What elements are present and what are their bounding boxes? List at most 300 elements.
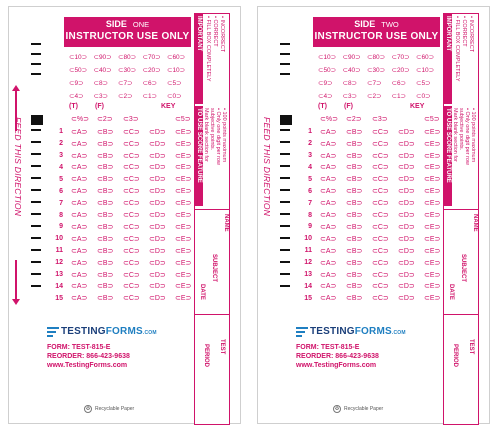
answer-bubble[interactable]: ⊂C⊃	[372, 259, 389, 267]
question-number: 8	[59, 211, 63, 219]
answer-bubble[interactable]: ⊂D⊃	[398, 259, 415, 267]
question-number: 14	[55, 282, 63, 290]
answer-bubble[interactable]: ⊂B⊃	[346, 247, 363, 255]
answer-bubble[interactable]: ⊂A⊃	[71, 235, 88, 243]
question-number: 9	[59, 223, 63, 231]
answer-bubble[interactable]: ⊂B⊃	[97, 271, 114, 279]
arrow-down-icon	[12, 299, 20, 305]
score-bubble[interactable]: ⊂2⊃	[118, 92, 133, 100]
answer-bubble[interactable]: ⊂B⊃	[97, 164, 114, 172]
answer-bubble[interactable]: ⊂C⊃	[372, 247, 389, 255]
answer-bubble[interactable]: ⊂B⊃	[97, 247, 114, 255]
answer-bubble[interactable]: ⊂C⊃	[372, 235, 389, 243]
timing-mark	[280, 73, 290, 75]
answer-bubble[interactable]: ⊂C⊃	[123, 223, 140, 231]
answer-bubble[interactable]: ⊂D⊃	[149, 259, 166, 267]
website-link[interactable]: www.TestingForms.com	[296, 362, 377, 369]
answer-bubble[interactable]: ⊂A⊃	[71, 212, 88, 220]
answer-bubble[interactable]: ⊂D⊃	[149, 164, 166, 172]
answer-bubble[interactable]: ⊂E⊃	[175, 247, 192, 255]
question-row	[298, 197, 450, 209]
score-bubble[interactable]: ⊂70⊃	[391, 53, 410, 61]
score-bubble[interactable]: ⊂0⊃	[167, 92, 182, 100]
answer-bubble[interactable]: ⊂C⊃	[372, 223, 389, 231]
answer-bubble[interactable]: ⊂B⊃	[346, 212, 363, 220]
answer-bubble[interactable]: ⊂B⊃	[346, 164, 363, 172]
question-number: 13	[55, 271, 63, 279]
answer-bubble[interactable]: ⊂E⊃	[175, 164, 192, 172]
answer-bubble[interactable]: ⊂A⊃	[320, 152, 337, 160]
answer-bubble[interactable]: ⊂B⊃	[346, 259, 363, 267]
question-number: 11	[55, 247, 63, 255]
score-bubble[interactable]: ⊂60⊃	[167, 53, 186, 61]
timing-mark	[31, 115, 43, 125]
answer-bubble[interactable]: ⊂D⊃	[149, 247, 166, 255]
answer-bubble[interactable]: ⊂A⊃	[320, 140, 337, 148]
answer-bubble[interactable]: ⊂E⊃	[175, 283, 192, 291]
answer-bubble[interactable]: ⊂C⊃	[372, 212, 389, 220]
answer-bubble[interactable]: ⊂B⊃	[346, 283, 363, 291]
score-bubble[interactable]: ⊂3⊃	[93, 92, 109, 100]
score-bubble[interactable]: ⊂7⊃	[367, 79, 382, 87]
answer-bubble[interactable]: ⊂E⊃	[175, 200, 192, 208]
question-number: 7	[59, 199, 63, 207]
question-row	[298, 221, 450, 233]
answer-bubble[interactable]: ⊂E⊃	[424, 128, 441, 136]
score-bubble[interactable]: ⊂5⊃	[416, 79, 431, 87]
answer-bubble[interactable]: ⊂E⊃	[424, 164, 441, 172]
question-row	[298, 138, 450, 150]
question-row	[298, 257, 450, 269]
timing-mark	[31, 53, 41, 55]
score-bubble[interactable]: ⊂8⊃	[342, 79, 358, 87]
key-bubble[interactable]: ⊂5⊃	[424, 115, 440, 123]
answer-bubble[interactable]: ⊂D⊃	[398, 271, 415, 279]
answer-bubble[interactable]: ⊂E⊃	[424, 259, 441, 267]
answer-bubble[interactable]: ⊂E⊃	[424, 283, 441, 291]
score-bubble[interactable]: ⊂4⊃	[69, 92, 84, 100]
feed-direction-text: FEED THIS DIRECTION	[13, 117, 23, 217]
answer-bubble[interactable]: ⊂D⊃	[149, 176, 166, 184]
answer-bubble[interactable]: ⊂E⊃	[424, 200, 441, 208]
answer-bubble[interactable]: ⊂A⊃	[71, 188, 88, 196]
period-field-label[interactable]: PERIOD	[203, 344, 209, 368]
key-bubble[interactable]: ⊂2⊃	[346, 115, 362, 123]
answer-bubble[interactable]: ⊂C⊃	[123, 271, 140, 279]
test-field-label[interactable]: TEST	[468, 339, 474, 355]
answer-bubble[interactable]: ⊂D⊃	[398, 200, 415, 208]
answer-bubble[interactable]: ⊂D⊃	[149, 152, 166, 160]
key-bubble[interactable]: ⊂%⊃	[71, 115, 89, 123]
score-bubble[interactable]: ⊂20⊃	[391, 66, 410, 74]
score-bubble[interactable]: ⊂7⊃	[118, 79, 133, 87]
answer-bubble[interactable]: ⊂A⊃	[71, 152, 88, 160]
answer-bubble[interactable]: ⊂C⊃	[372, 128, 389, 136]
score-bubble[interactable]: ⊂10⊃	[416, 66, 435, 74]
answer-bubble[interactable]: ⊂D⊃	[398, 176, 415, 184]
timing-mark	[280, 201, 290, 203]
question-number: 4	[59, 163, 63, 171]
question-row	[298, 150, 450, 162]
answer-bubble[interactable]: ⊂B⊃	[346, 128, 363, 136]
score-bubble[interactable]: ⊂3⊃	[342, 92, 358, 100]
answer-bubble[interactable]: ⊂E⊃	[424, 247, 441, 255]
key-bubble[interactable]: ⊂5⊃	[175, 115, 191, 123]
answer-bubble[interactable]: ⊂B⊃	[346, 295, 363, 303]
answer-bubble[interactable]: ⊂E⊃	[175, 295, 192, 303]
question-number: 15	[55, 294, 63, 302]
form-number: FORM: TEST-815-E	[296, 344, 360, 351]
important-line: • CORRECT	[461, 16, 467, 47]
question-number: 3	[59, 152, 63, 160]
answer-bubble[interactable]: ⊂E⊃	[424, 235, 441, 243]
answer-bubble[interactable]: ⊂E⊃	[175, 212, 192, 220]
answer-bubble[interactable]: ⊂B⊃	[97, 128, 114, 136]
answer-bubble[interactable]: ⊂D⊃	[398, 164, 415, 172]
score-bubble[interactable]: ⊂40⊃	[93, 66, 112, 74]
timing-mark	[31, 73, 41, 75]
answer-bubble[interactable]: ⊂D⊃	[398, 235, 415, 243]
answer-bubble[interactable]: ⊂A⊃	[71, 200, 88, 208]
question-number: 1	[308, 128, 312, 136]
question-row	[298, 293, 450, 305]
timing-mark	[31, 63, 41, 65]
answer-bubble[interactable]: ⊂D⊃	[149, 200, 166, 208]
answer-bubble[interactable]: ⊂D⊃	[149, 212, 166, 220]
answer-bubble[interactable]: ⊂E⊃	[175, 271, 192, 279]
score-bubble[interactable]: ⊂9⊃	[69, 79, 84, 87]
score-bubble[interactable]: ⊂40⊃	[342, 66, 361, 74]
answer-bubble[interactable]: ⊂D⊃	[149, 128, 166, 136]
timing-mark	[280, 237, 290, 239]
score-bubble[interactable]: ⊂6⊃	[391, 79, 407, 87]
logo-icon	[296, 327, 308, 337]
question-row	[49, 281, 201, 293]
answer-bubble[interactable]: ⊂B⊃	[346, 271, 363, 279]
timing-mark	[280, 249, 290, 251]
answer-bubble[interactable]: ⊂D⊃	[149, 271, 166, 279]
answer-bubble[interactable]: ⊂C⊃	[123, 176, 140, 184]
timing-mark	[280, 213, 290, 215]
answer-bubble[interactable]: ⊂E⊃	[175, 152, 192, 160]
answer-bubble[interactable]: ⊂C⊃	[123, 259, 140, 267]
answer-bubble[interactable]: ⊂B⊃	[346, 140, 363, 148]
question-number: 8	[308, 211, 312, 219]
timing-mark	[280, 273, 290, 275]
answer-bubble[interactable]: ⊂A⊃	[320, 259, 337, 267]
answer-bubble[interactable]: ⊂B⊃	[97, 223, 114, 231]
answer-bubble[interactable]: ⊂A⊃	[320, 283, 337, 291]
answer-bubble[interactable]: ⊂C⊃	[372, 271, 389, 279]
answer-bubble[interactable]: ⊂C⊃	[372, 152, 389, 160]
score-feature-line: Mark blank section for	[452, 108, 458, 162]
answer-bubble[interactable]: ⊂C⊃	[123, 152, 140, 160]
instructor-header: SIDE ONE INSTRUCTOR USE ONLY	[64, 17, 191, 47]
answer-bubble[interactable]: ⊂D⊃	[398, 283, 415, 291]
score-bubble[interactable]: ⊂30⊃	[118, 66, 137, 74]
score-bubble[interactable]: ⊂4⊃	[318, 92, 333, 100]
question-row	[49, 221, 201, 233]
score-bubble[interactable]: ⊂60⊃	[416, 53, 435, 61]
answer-bubble[interactable]: ⊂E⊃	[424, 223, 441, 231]
subject-field-label[interactable]: SUBJECT	[211, 254, 217, 283]
question-row	[298, 174, 450, 186]
score-feature-label: TO USE SCORE FEATURE	[445, 108, 451, 183]
timing-mark	[31, 141, 41, 143]
date-field-label[interactable]: DATE	[199, 284, 205, 300]
answer-bubble[interactable]: ⊂E⊃	[175, 176, 192, 184]
timing-mark	[280, 261, 290, 263]
score-bubble[interactable]: ⊂5⊃	[167, 79, 182, 87]
answer-bubble[interactable]: ⊂B⊃	[97, 283, 114, 291]
answer-bubble[interactable]: ⊂E⊃	[424, 140, 441, 148]
answer-bubble[interactable]: ⊂E⊃	[424, 295, 441, 303]
timing-mark	[280, 43, 290, 45]
score-bubble[interactable]: ⊂90⊃	[93, 53, 112, 61]
answer-bubble[interactable]: ⊂A⊃	[320, 176, 337, 184]
answer-bubble[interactable]: ⊂B⊃	[97, 235, 114, 243]
score-bubble[interactable]: ⊂10⊃	[69, 53, 88, 61]
timing-mark	[280, 141, 290, 143]
answer-bubble[interactable]: ⊂C⊃	[123, 140, 140, 148]
form-number: FORM: TEST-815-E	[47, 344, 111, 351]
date-field-label[interactable]: DATE	[448, 284, 454, 300]
question-row	[49, 233, 201, 245]
divider	[195, 314, 229, 315]
answer-bubble[interactable]: ⊂A⊃	[320, 247, 337, 255]
arrow-shaft	[15, 260, 17, 300]
side-panel	[443, 13, 479, 425]
answer-bubble[interactable]: ⊂A⊃	[320, 200, 337, 208]
timing-mark	[31, 43, 41, 45]
score-bubble[interactable]: ⊂30⊃	[367, 66, 386, 74]
answer-bubble[interactable]: ⊂B⊃	[97, 295, 114, 303]
answer-bubble[interactable]: ⊂A⊃	[320, 223, 337, 231]
score-bubble[interactable]: ⊂10⊃	[167, 66, 186, 74]
score-bubble[interactable]: ⊂70⊃	[142, 53, 161, 61]
answer-bubble[interactable]: ⊂E⊃	[424, 271, 441, 279]
divider	[195, 209, 229, 210]
timing-mark	[31, 273, 41, 275]
instructor-use-only: INSTRUCTOR USE ONLY	[314, 31, 439, 42]
answer-bubble[interactable]: ⊂B⊃	[346, 152, 363, 160]
timing-mark	[280, 225, 290, 227]
answer-bubble[interactable]: ⊂A⊃	[71, 283, 88, 291]
answer-bubble[interactable]: ⊂C⊃	[372, 140, 389, 148]
score-bubble[interactable]: ⊂90⊃	[342, 53, 361, 61]
question-row	[49, 209, 201, 221]
question-number: 12	[304, 259, 312, 267]
answer-bubble[interactable]: ⊂C⊃	[123, 128, 140, 136]
score-feature-line: Mark blank section for	[203, 108, 209, 162]
answer-bubble[interactable]: ⊂E⊃	[424, 176, 441, 184]
answer-bubble[interactable]: ⊂B⊃	[346, 200, 363, 208]
key-bubble[interactable]: ⊂3⊃	[372, 115, 388, 123]
timing-mark	[280, 177, 290, 179]
answer-bubble[interactable]: ⊂E⊃	[175, 140, 192, 148]
question-row	[49, 150, 201, 162]
answer-bubble[interactable]: ⊂A⊃	[71, 259, 88, 267]
answer-bubble[interactable]: ⊂E⊃	[424, 152, 441, 160]
score-bubble[interactable]: ⊂10⊃	[318, 53, 337, 61]
answer-bubble[interactable]: ⊂E⊃	[175, 223, 192, 231]
answer-bubble[interactable]: ⊂C⊃	[372, 164, 389, 172]
question-number: 6	[308, 187, 312, 195]
answer-bubble[interactable]: ⊂C⊃	[123, 212, 140, 220]
score-feature-line: subjective points.	[209, 108, 215, 151]
answer-bubble[interactable]: ⊂E⊃	[175, 128, 192, 136]
timing-mark	[280, 129, 290, 131]
important-line: • FILL BOX COMPLETELY	[454, 16, 460, 82]
answer-bubble[interactable]: ⊂B⊃	[346, 235, 363, 243]
answer-bubble[interactable]: ⊂D⊃	[149, 188, 166, 196]
answer-bubble[interactable]: ⊂B⊃	[97, 152, 114, 160]
answer-bubble[interactable]: ⊂A⊃	[71, 176, 88, 184]
answer-bubble[interactable]: ⊂C⊃	[123, 164, 140, 172]
reorder-phone: REORDER: 866-423-9638	[47, 353, 130, 360]
timing-mark	[280, 153, 290, 155]
period-field-label[interactable]: PERIOD	[452, 344, 458, 368]
timing-mark	[280, 63, 290, 65]
answer-bubble[interactable]: ⊂D⊃	[398, 188, 415, 196]
score-feature-line: subjective points.	[458, 108, 464, 151]
score-bubble[interactable]: ⊂9⊃	[318, 79, 333, 87]
answer-bubble[interactable]: ⊂C⊃	[372, 188, 389, 196]
answer-bubble[interactable]: ⊂C⊃	[372, 295, 389, 303]
answer-bubble[interactable]: ⊂A⊃	[320, 235, 337, 243]
answer-bubble[interactable]: ⊂D⊃	[398, 247, 415, 255]
answer-bubble[interactable]: ⊂C⊃	[123, 200, 140, 208]
answer-bubble[interactable]: ⊂C⊃	[123, 235, 140, 243]
answer-bubble[interactable]: ⊂A⊃	[320, 164, 337, 172]
answer-bubble[interactable]: ⊂A⊃	[320, 271, 337, 279]
answer-bubble[interactable]: ⊂E⊃	[424, 188, 441, 196]
score-bubble[interactable]: ⊂1⊃	[142, 92, 158, 100]
answer-bubble[interactable]: ⊂D⊃	[398, 152, 415, 160]
answer-bubble[interactable]: ⊂D⊃	[149, 223, 166, 231]
answer-bubble[interactable]: ⊂C⊃	[372, 176, 389, 184]
score-feature-line: • Only one digit per row	[215, 108, 221, 165]
answer-bubble[interactable]: ⊂A⊃	[71, 128, 88, 136]
divider	[444, 209, 478, 210]
key-row	[298, 113, 450, 125]
answer-bubble[interactable]: ⊂D⊃	[149, 295, 166, 303]
answer-bubble[interactable]: ⊂E⊃	[175, 259, 192, 267]
question-row	[49, 269, 201, 281]
question-number: 2	[59, 140, 63, 148]
score-bubble[interactable]: ⊂6⊃	[142, 79, 158, 87]
answer-bubble[interactable]: ⊂B⊃	[97, 140, 114, 148]
answer-bubble[interactable]: ⊂D⊃	[398, 295, 415, 303]
answer-bubble[interactable]: ⊂C⊃	[123, 295, 140, 303]
key-bubble[interactable]: ⊂%⊃	[320, 115, 338, 123]
answer-bubble[interactable]: ⊂B⊃	[346, 176, 363, 184]
question-number: 12	[55, 259, 63, 267]
timing-mark	[280, 165, 290, 167]
question-row	[49, 186, 201, 198]
answer-bubble[interactable]: ⊂D⊃	[398, 128, 415, 136]
website-link[interactable]: www.TestingForms.com	[47, 362, 128, 369]
score-bubble[interactable]: ⊂0⊃	[416, 92, 431, 100]
answer-bubble[interactable]: ⊂C⊃	[123, 247, 140, 255]
answer-bubble[interactable]: ⊂B⊃	[346, 188, 363, 196]
answer-bubble[interactable]: ⊂A⊃	[320, 188, 337, 196]
answer-bubble[interactable]: ⊂D⊃	[149, 283, 166, 291]
answer-bubble[interactable]: ⊂B⊃	[97, 188, 114, 196]
score-bubble[interactable]: ⊂80⊃	[118, 53, 137, 61]
answer-bubble[interactable]: ⊂A⊃	[71, 223, 88, 231]
score-feature-label: TO USE SCORE FEATURE	[196, 108, 202, 183]
timing-mark	[31, 189, 41, 191]
name-field-label[interactable]: NAME	[223, 214, 229, 232]
answer-bubble[interactable]: ⊂A⊃	[320, 295, 337, 303]
timing-mark	[31, 129, 41, 131]
answer-bubble[interactable]: ⊂D⊃	[149, 235, 166, 243]
answer-bubble[interactable]: ⊂C⊃	[372, 283, 389, 291]
score-bubble[interactable]: ⊂1⊃	[391, 92, 407, 100]
answer-bubble[interactable]: ⊂B⊃	[97, 176, 114, 184]
answer-bubble[interactable]: ⊂A⊃	[320, 212, 337, 220]
answer-bubble[interactable]: ⊂B⊃	[97, 212, 114, 220]
answer-bubble[interactable]: ⊂B⊃	[97, 200, 114, 208]
answer-bubble[interactable]: ⊂E⊃	[424, 212, 441, 220]
answer-bubble[interactable]: ⊂B⊃	[97, 259, 114, 267]
answer-bubble[interactable]: ⊂A⊃	[71, 295, 88, 303]
key-row	[49, 113, 201, 125]
test-field-label[interactable]: TEST	[219, 339, 225, 355]
timing-mark	[31, 213, 41, 215]
timing-mark	[280, 115, 292, 125]
answer-bubble[interactable]: ⊂A⊃	[71, 247, 88, 255]
answer-bubble[interactable]: ⊂A⊃	[71, 140, 88, 148]
answer-bubble[interactable]: ⊂C⊃	[123, 283, 140, 291]
answer-bubble[interactable]: ⊂E⊃	[175, 235, 192, 243]
answer-bubble[interactable]: ⊂A⊃	[71, 271, 88, 279]
question-row	[49, 197, 201, 209]
scan-card-side-two: SIDE TWO INSTRUCTOR USE ONLY ⊂10⊃ ⊂90⊃ ⊂80⊃ ⊂70⊃ ⊂60⊃ ⊂50⊃ ⊂40⊃ ⊂30⊃ ⊂20⊃ ⊂10⊃ ⊂9⊃ ⊂8⊃ ⊂7⊃ ⊂6⊃ ⊂5⊃ ⊂4⊃ ⊂3⊃ ⊂2⊃ ⊂1⊃ ⊂0⊃ FEED THIS DIRECTION (T) (F) KEY ⊂%⊃ ⊂2⊃ ⊂3⊃ ⊂5⊃ 1 ⊂A⊃ ⊂B⊃ ⊂C⊃ ⊂D⊃ ⊂E⊃ 2 ⊂A⊃ ⊂B⊃ ⊂C⊃ ⊂D⊃ ⊂E⊃ 3 ⊂A⊃ ⊂B⊃ ⊂C⊃ ⊂D⊃ ⊂E⊃ 4 ⊂A⊃ ⊂B⊃ ⊂C⊃ ⊂D⊃ ⊂E⊃ 5 ⊂A⊃ ⊂B⊃ ⊂C⊃ ⊂D⊃ ⊂E⊃ 6 ⊂A⊃ ⊂B⊃ ⊂C⊃ ⊂D⊃ ⊂E⊃ 7 ⊂A⊃ ⊂B⊃ ⊂C⊃ ⊂D⊃ ⊂E⊃ 8 ⊂A⊃ ⊂B⊃ ⊂C⊃ ⊂D⊃ ⊂E⊃ 9 ⊂A⊃ ⊂B⊃ ⊂C⊃ ⊂D⊃ ⊂E⊃ 10 ⊂A⊃ ⊂B⊃ ⊂C⊃ ⊂D⊃ ⊂E⊃ 11 ⊂A⊃ ⊂B⊃ ⊂C⊃ ⊂D⊃ ⊂E⊃ 12 ⊂A⊃ ⊂B⊃ ⊂C⊃ ⊂D⊃ ⊂E⊃ 13 ⊂A⊃ ⊂B⊃ ⊂C⊃ ⊂D⊃ ⊂E⊃ 14 ⊂A⊃ ⊂B⊃ ⊂C⊃ ⊂D⊃ ⊂E⊃ 15 ⊂A⊃ ⊂B⊃ ⊂C⊃ ⊂D⊃ ⊂E⊃ IMPORTANT • FILL BOX COMPLETELY • CORRECT • INCORRECT TO USE SCORE FEATURE Mark blank section for subjective points. • Only one digit per row • 100 points maximum NAME SUBJECT DATE TEST PERIOD TESTINGFORMS.COM FORM: TEST-815-E REORDER: 866-423-9638 www.TestingForms.com ♻ Recyclable Paper	[257, 6, 490, 424]
name-field-label[interactable]: NAME	[472, 214, 478, 232]
score-bubble[interactable]: ⊂80⊃	[367, 53, 386, 61]
key-bubble[interactable]: ⊂3⊃	[123, 115, 139, 123]
timing-mark	[31, 285, 41, 287]
question-row	[49, 245, 201, 257]
score-bubble[interactable]: ⊂50⊃	[69, 66, 88, 74]
score-bubble[interactable]: ⊂8⊃	[93, 79, 109, 87]
question-row	[49, 126, 201, 138]
answer-bubble[interactable]: ⊂A⊃	[320, 128, 337, 136]
question-number: 2	[308, 140, 312, 148]
answer-bubble[interactable]: ⊂A⊃	[71, 164, 88, 172]
timing-mark	[31, 201, 41, 203]
answer-bubble[interactable]: ⊂D⊃	[398, 212, 415, 220]
answer-bubble[interactable]: ⊂D⊃	[149, 140, 166, 148]
answer-bubble[interactable]: ⊂B⊃	[346, 223, 363, 231]
timing-mark	[280, 53, 290, 55]
key-bubble[interactable]: ⊂2⊃	[97, 115, 113, 123]
score-bubble[interactable]: ⊂50⊃	[318, 66, 337, 74]
answer-bubble[interactable]: ⊂C⊃	[372, 200, 389, 208]
timing-mark	[280, 285, 290, 287]
answer-bubble[interactable]: ⊂E⊃	[175, 188, 192, 196]
answer-bubble[interactable]: ⊂D⊃	[398, 223, 415, 231]
question-row	[298, 162, 450, 174]
subject-field-label[interactable]: SUBJECT	[460, 254, 466, 283]
score-bubble[interactable]: ⊂2⊃	[367, 92, 382, 100]
question-row	[49, 162, 201, 174]
score-bubble[interactable]: ⊂20⊃	[142, 66, 161, 74]
answer-bubble[interactable]: ⊂C⊃	[123, 188, 140, 196]
answer-bubble[interactable]: ⊂D⊃	[398, 140, 415, 148]
